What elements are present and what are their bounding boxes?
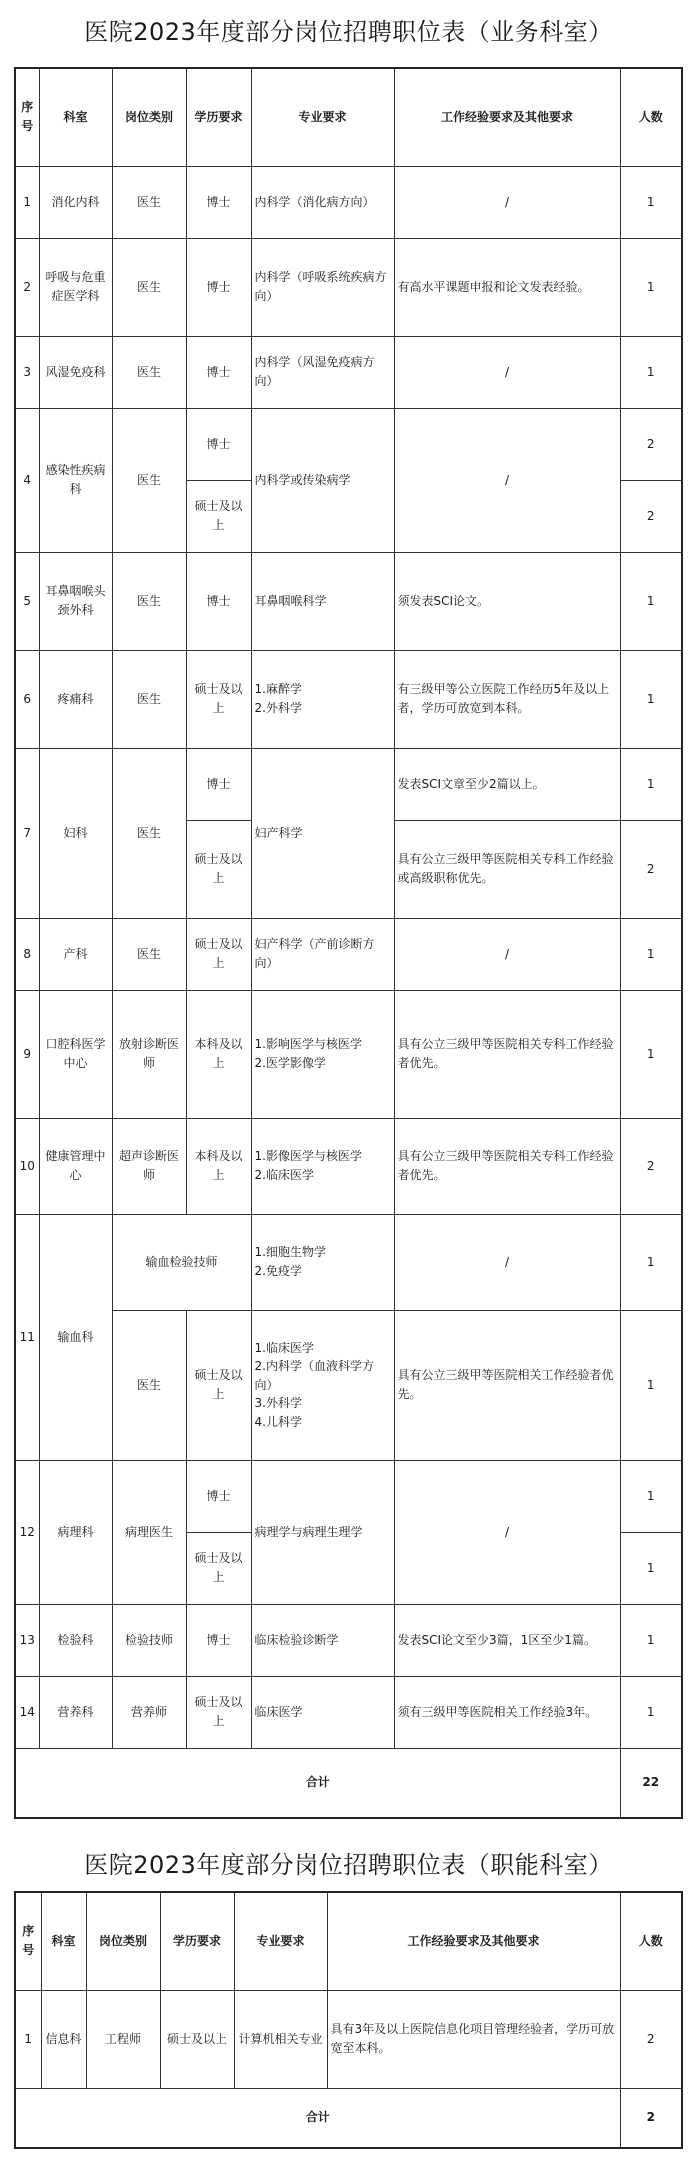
table-row [15, 748, 682, 820]
cell-req: 须有三级甲等医院相关工作经验3年。 [394, 1676, 620, 1748]
major-line: 1.临床医学 [254, 1340, 314, 1355]
header-major: 专业要求 [251, 68, 394, 166]
cell-req: 发表SCI论文至少3篇，1区至少1篇。 [394, 1604, 620, 1676]
major-line: 2.内科学（血液科学方向） [254, 1359, 374, 1392]
table1-title: 医院2023年度部分岗位招聘职位表（业务科室） [84, 18, 613, 46]
cell-post: 医生 [112, 918, 186, 990]
header-edu: 学历要求 [186, 68, 251, 166]
cell-edu: 博士 [186, 408, 251, 480]
cell-dept: 耳鼻咽喉头颈外科 [39, 552, 112, 650]
cell-count: 1 [620, 918, 682, 990]
cell-post: 医生 [112, 238, 186, 336]
header-edu: 学历要求 [160, 1892, 234, 1990]
cell-seq: 11 [15, 1214, 39, 1460]
table-functional-departments [14, 1891, 683, 2149]
cell-dept: 病理科 [39, 1460, 112, 1604]
cell-dept: 疼痛科 [39, 650, 112, 748]
cell-edu: 硕士及以上 [186, 1310, 251, 1460]
cell-edu: 硕士及以上 [186, 1676, 251, 1748]
cell-req: / [394, 1460, 620, 1604]
cell-major: 临床医学 [251, 1676, 394, 1748]
table-row [15, 1676, 682, 1748]
cell-req: / [394, 336, 620, 408]
header-req: 工作经验要求及其他要求 [394, 68, 620, 166]
cell-count: 2 [620, 408, 682, 480]
table-row [15, 408, 682, 480]
header-count: 人数 [620, 68, 682, 166]
cell-req: 具有公立三级甲等医院相关专科工作经验或高级职称优先。 [394, 820, 620, 918]
cell-count: 1 [620, 238, 682, 336]
header-post: 岗位类别 [112, 68, 186, 166]
cell-post: 放射诊断医师 [112, 990, 186, 1118]
cell-edu: 博士 [186, 748, 251, 820]
cell-major [251, 1214, 394, 1310]
cell-post: 输血检验技师 [112, 1214, 251, 1310]
cell-count: 1 [620, 1532, 682, 1604]
cell-count: 1 [620, 990, 682, 1118]
cell-major: 内科学（呼吸系统疾病方向） [251, 238, 394, 336]
cell-count: 2 [620, 480, 682, 552]
cell-seq: 12 [15, 1460, 39, 1604]
cell-post: 医生 [112, 650, 186, 748]
table2-header-row [15, 1892, 682, 1990]
cell-edu: 博士 [186, 1460, 251, 1532]
cell-seq: 1 [15, 166, 39, 238]
cell-seq: 13 [15, 1604, 39, 1676]
cell-edu: 本科及以上 [186, 1118, 251, 1214]
cell-edu: 硕士及以上 [186, 1532, 251, 1604]
cell-post: 营养师 [112, 1676, 186, 1748]
table-row [15, 1214, 682, 1310]
cell-post: 医生 [112, 748, 186, 918]
table-row [15, 1604, 682, 1676]
cell-count: 1 [620, 1676, 682, 1748]
cell-seq: 4 [15, 408, 39, 552]
cell-seq: 3 [15, 336, 39, 408]
cell-count: 1 [620, 166, 682, 238]
major-line: 2.外科学 [254, 701, 302, 715]
cell-req: 发表SCI文章至少2篇以上。 [394, 748, 620, 820]
cell-major: 妇产科学 [251, 748, 394, 918]
cell-edu: 硕士及以上 [186, 918, 251, 990]
cell-major: 妇产科学（产前诊断方向） [251, 918, 394, 990]
table-row [15, 990, 682, 1118]
cell-major: 内科学（风湿免疫病方向） [251, 336, 394, 408]
cell-count: 1 [620, 748, 682, 820]
cell-req: 具有公立三级甲等医院相关专科工作经验者优先。 [394, 1118, 620, 1214]
cell-count: 1 [620, 650, 682, 748]
cell-dept: 消化内科 [39, 166, 112, 238]
cell-count: 2 [620, 1118, 682, 1214]
cell-count: 1 [620, 336, 682, 408]
header-req: 工作经验要求及其他要求 [327, 1892, 620, 1990]
total-value: 2 [620, 2088, 682, 2148]
table-row [15, 336, 682, 408]
cell-dept: 感染性疾病科 [39, 408, 112, 552]
cell-edu: 博士 [186, 166, 251, 238]
cell-post: 医生 [112, 408, 186, 552]
cell-seq: 10 [15, 1118, 39, 1214]
cell-req: 具有公立三级甲等医院相关工作经验者优先。 [394, 1310, 620, 1460]
cell-req: 有高水平课题申报和论文发表经验。 [394, 238, 620, 336]
cell-count: 1 [620, 1214, 682, 1310]
cell-seq: 7 [15, 748, 39, 918]
table-row [15, 1310, 682, 1460]
cell-edu: 硕士及以上 [160, 1990, 234, 2088]
cell-edu: 博士 [186, 1604, 251, 1676]
cell-post: 医生 [112, 166, 186, 238]
table-row [15, 238, 682, 336]
cell-req: 有三级甲等公立医院工作经历5年及以上者，学历可放宽到本科。 [394, 650, 620, 748]
cell-major [251, 1310, 394, 1460]
total-label: 合计 [15, 1748, 620, 1818]
cell-edu: 硕士及以上 [186, 650, 251, 748]
cell-req: / [394, 1214, 620, 1310]
cell-seq: 2 [15, 238, 39, 336]
cell-dept: 产科 [39, 918, 112, 990]
cell-count: 1 [620, 1604, 682, 1676]
major-line: 3.外科学 [254, 1396, 302, 1411]
cell-edu: 硕士及以上 [186, 480, 251, 552]
cell-post: 医生 [112, 336, 186, 408]
cell-dept: 信息科 [41, 1990, 86, 2088]
cell-major: 计算机相关专业 [234, 1990, 327, 2088]
cell-edu: 本科及以上 [186, 990, 251, 1118]
total-label: 合计 [15, 2088, 620, 2148]
cell-seq: 14 [15, 1676, 39, 1748]
total-value: 22 [620, 1748, 682, 1818]
header-count: 人数 [620, 1892, 682, 1990]
header-post: 岗位类别 [86, 1892, 160, 1990]
cell-dept: 检验科 [39, 1604, 112, 1676]
table-row [15, 918, 682, 990]
major-line: 2.免疫学 [254, 1264, 302, 1278]
cell-req: 具有公立三级甲等医院相关专科工作经验者优先。 [394, 990, 620, 1118]
cell-post: 工程师 [86, 1990, 160, 2088]
cell-count: 2 [620, 1990, 682, 2088]
cell-post: 医生 [112, 552, 186, 650]
major-line: 1.影响医学与核医学 [254, 1037, 362, 1052]
major-line: 2.医学影像学 [254, 1056, 326, 1070]
major-line: 4.儿科学 [254, 1414, 302, 1429]
cell-seq: 9 [15, 990, 39, 1118]
cell-req: / [394, 918, 620, 990]
cell-major: 耳鼻咽喉科学 [251, 552, 394, 650]
cell-post: 超声诊断医师 [112, 1118, 186, 1214]
table-row [15, 552, 682, 650]
cell-dept: 营养科 [39, 1676, 112, 1748]
table-row [15, 1460, 682, 1532]
cell-major: 临床检验诊断学 [251, 1604, 394, 1676]
cell-req: / [394, 408, 620, 552]
major-line: 1.麻醉学 [254, 682, 302, 697]
cell-major [251, 650, 394, 748]
major-line: 2.临床医学 [254, 1168, 314, 1182]
cell-seq: 8 [15, 918, 39, 990]
cell-dept: 健康管理中心 [39, 1118, 112, 1214]
cell-count: 1 [620, 552, 682, 650]
cell-req: 具有3年及以上医院信息化项目管理经验者，学历可放宽至本科。 [327, 1990, 620, 2088]
cell-count: 1 [620, 1460, 682, 1532]
cell-seq: 1 [15, 1990, 41, 2088]
header-dept: 科室 [41, 1892, 86, 1990]
table-business-departments [14, 67, 683, 1819]
major-line: 1.影像医学与核医学 [254, 1149, 362, 1164]
cell-count: 2 [620, 820, 682, 918]
table-row [15, 1990, 682, 2088]
table2-total-row [15, 2088, 682, 2148]
cell-major: 内科学或传染病学 [251, 408, 394, 552]
cell-dept: 风湿免疫科 [39, 336, 112, 408]
cell-major: 内科学（消化病方向） [251, 166, 394, 238]
cell-post: 检验技师 [112, 1604, 186, 1676]
cell-seq: 5 [15, 552, 39, 650]
cell-major: 病理学与病理生理学 [251, 1460, 394, 1604]
cell-major [251, 1118, 394, 1214]
cell-dept: 输血科 [39, 1214, 112, 1460]
table-row [15, 166, 682, 238]
cell-req: / [394, 166, 620, 238]
header-seq: 序号 [15, 1892, 41, 1990]
table-row [15, 1118, 682, 1214]
header-major: 专业要求 [234, 1892, 327, 1990]
cell-seq: 6 [15, 650, 39, 748]
cell-edu: 博士 [186, 552, 251, 650]
cell-post: 病理医生 [112, 1460, 186, 1604]
cell-edu: 博士 [186, 238, 251, 336]
table2-title: 医院2023年度部分岗位招聘职位表（职能科室） [84, 1851, 613, 1879]
cell-major [251, 990, 394, 1118]
table1-header-row [15, 68, 682, 166]
cell-dept: 呼吸与危重症医学科 [39, 238, 112, 336]
cell-edu: 博士 [186, 336, 251, 408]
cell-req: 须发表SCI论文。 [394, 552, 620, 650]
header-seq: 序号 [15, 68, 39, 166]
table-row [15, 650, 682, 748]
header-dept: 科室 [39, 68, 112, 166]
cell-dept: 妇科 [39, 748, 112, 918]
cell-edu: 硕士及以上 [186, 820, 251, 918]
cell-count: 1 [620, 1310, 682, 1460]
table1-total-row [15, 1748, 682, 1818]
cell-dept: 口腔科医学中心 [39, 990, 112, 1118]
cell-post: 医生 [112, 1310, 186, 1460]
major-line: 1.细胞生物学 [254, 1245, 326, 1260]
